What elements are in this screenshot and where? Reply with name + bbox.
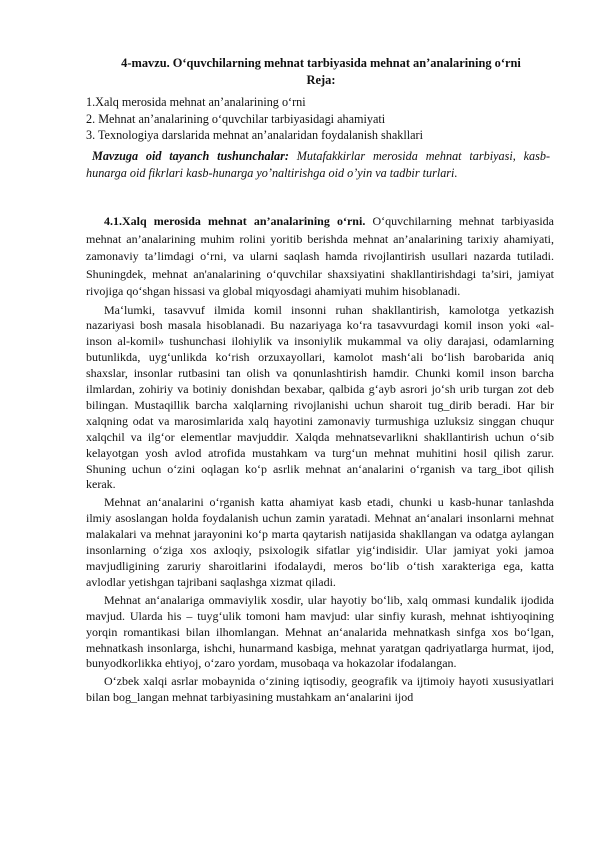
document-body — [86, 213, 554, 706]
plan-list — [86, 94, 423, 144]
plan-heading: Reja: — [306, 73, 336, 87]
section-heading: 4.1.Xalq merosida mehnat an’analarining o‘rni. — [104, 214, 366, 228]
paragraph-1 — [86, 213, 554, 301]
key-concepts-text: Mutafakkirlar merosida mehnat tarbiyasi, kasb-hunarga oid fikrlari kasb-hunarga yo’naltirishga oid o’yin va tadbir turlari. — [86, 149, 551, 180]
document-title: 4-mavzu. O‘quvchilarning mehnat tarbiyasida mehnat an’analarining o‘rni — [121, 56, 521, 70]
plan-item-3: 3. Texnologiya darslarida mehnat an’analaridan foydalanish shakllari — [86, 128, 424, 143]
key-concepts-block — [86, 148, 550, 182]
key-concepts — [86, 148, 550, 182]
plan-item-2: 2. Mehnat an’analarining o‘quvchilar tarbiyasidagi ahamiyati — [86, 111, 386, 126]
paragraph-1-text: O‘quvchilarning mehnat tarbiyasida mehnat an’analarining muhim rolini yoritib berishda mehnat an’analarining tarixiy ahamiyati, zamonaviy ta’limdagi o‘rni, va ularni saqlash hamda rivojlantirish usullari nazarda tutiladi. Shuningdek, mehnat an'analarining o‘quvchilar shaxsiyatini shakllantirishdagi ta’siri, jamiyat rivojiga qo‘shgan hissasi va global miqyosdagi ahamiyati muhim hisoblanadi. — [86, 214, 555, 298]
paragraph-2: Ma‘lumki, tasavvuf ilmida komil insonni ruhan shakllantirish, kamolotga yetkazish nazariyasi bosh masala hisoblanadi. Bu nazariyaga ko‘ra tasavvurdagi komil inson yoki «al-inson al-komil» tushunchasi ilohiylik va insoniylik mukammal va oliy darajasi, odamlarning butunlikda, uyg‘unlikda ko‘rish orzuxayollari, kamolot mash‘ali bo‘lish barobarida aniq shaxslar, insonlar rutbasini tan olish va qonunlashtirish hamdir. Chunki komil inson barcha ilmlardan, zohiriy va botiniy donishdan bexabar, qalbida g‘ayb asrori jo‘sh urib turgan zot deb bilingan. Mustaqillik barcha xalqlarning rivojlanishi uchun sharoit tug_dirib beradi. Har bir xalqning odat va marosimlarida xalq hayotini zamonaviy turmushiga uzluksiz singgan chuqur xalqchil va ilg‘or elementlar mavjuddir. Xalqda mehnatsevarlikni shakllantirish uchun o‘sib kelayotgan yosh avlod atrofida mustahkam va turg‘un mehnat muhitini hosil qilish zarur. Shuning uchun o‘zini oqlagan ko‘p asrlik mehnat an‘analarini o‘rganish va targ_ibot qilish kerak. — [86, 302, 554, 492]
paragraph-3: Mehnat an‘analarini o‘rganish katta ahamiyat kasb etadi, chunki u kasb-hunar tanlashda ilmiy asoslangan holda foydalanish uchun zamin yaratadi. Mehnat an‘analari insonlarni mehnat malakalari va mehnat jarayonini ko‘p marta qaytarish natijasida shakllangan va odatga aylangan insonlarning o‘ziga xos axloqiy, psixologik sifatlar yig‘indisidir. Ular jamiyat yoki jamoa mavjudligining zaruriy sharoitlarini ifodalaydi, meros bo‘lib o‘tish xarakteriga ega, katta avlodlar yetishgan tajribani saqlashga xizmat qiladi. — [86, 495, 554, 589]
paragraph-5: O‘zbek xalqi asrlar mobaynida o‘zining iqtisodiy, geografik va ijtimoiy hayoti xususiyatlari bilan bog_langan mehnat tarbiyasining mustahkam an‘analarini ijod — [86, 674, 554, 705]
paragraph-4: Mehnat an‘analariga ommaviylik xosdir, ular hayotiy bo‘lib, xalq ommasi kundalik ijodida mavjud. Ularda his – tuyg‘ulik tomoni ham mavjud: ular sinfiy kurash, mehnat ishtiyoqining yorqin romantikasi bilan ilhomlangan. Mehnat an‘analarida mehnatkash sinfga xos bo‘lgan, mehnatkash insonlarga, ishchi, hunarmand kasbiga, mehnat yaratgan qadriyatlarga hurmat, ijod, bunyodkorlikka ehtiyoj, o‘zaro yordam, musobaqa va hokazolar ifodalangan. — [86, 592, 554, 671]
plan-item-1: 1.Xalq merosida mehnat an’analarining o‘rni — [86, 95, 306, 109]
key-concepts-label: Mavzuga oid tayanch tushunchalar: — [92, 149, 289, 163]
